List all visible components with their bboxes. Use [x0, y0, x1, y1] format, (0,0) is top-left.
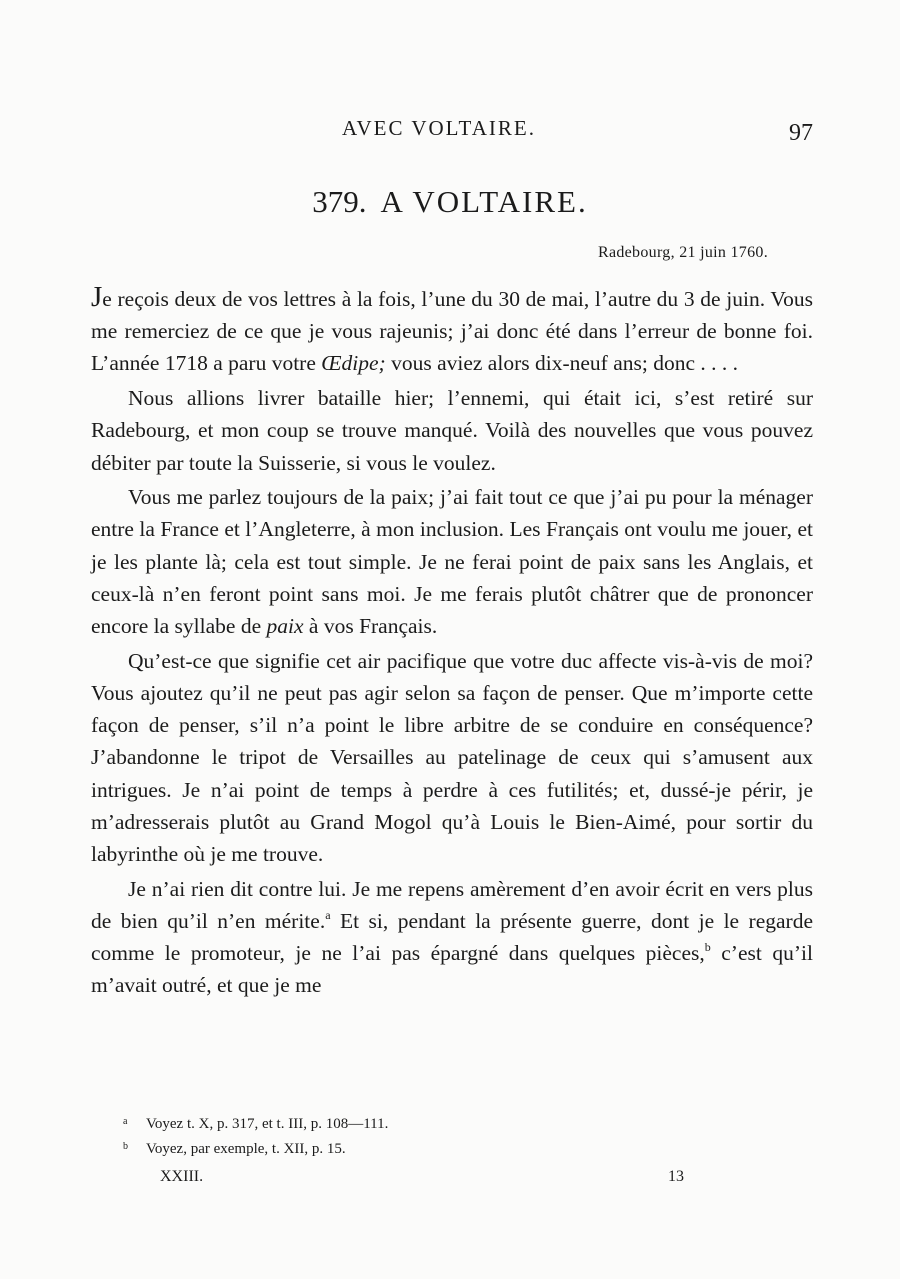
paragraph-1 — [91, 283, 813, 380]
italic-word: paix — [266, 614, 304, 639]
drop-cap: J — [91, 281, 103, 313]
paragraph-3-text: Vous me parlez toujours de la paix; j’ai fait tout ce que j’ai pu pour la ménager entre la France et l’Angleterre, à mon inclusion. Les Français ont voulu me jouer, et je les plante là; cela est tout simple. Je ne ferai point de paix sans les Anglais, et ceux-là n’en feront point sans moi. Je me ferais plutôt châtrer que de prononcer encore la syllabe de — [91, 485, 813, 639]
letter-number: 379. — [312, 184, 367, 219]
letter-body — [91, 283, 813, 1004]
letter-heading — [0, 184, 900, 220]
letter-title: A VOLTAIRE. — [380, 184, 588, 219]
running-head — [0, 116, 900, 146]
footnote-a — [123, 1112, 813, 1137]
italic-title: Œdipe; — [321, 351, 386, 376]
paragraph-1-text: e reçois deux de vos lettres à la fois, l’une du 30 de mai, l’autre du 3 de juin. Vous me remerciez de ce que je vous rajeunis; j’ai donc été dans l’erreur de bonne foi. L’année 1718 a paru votre — [91, 287, 813, 376]
paragraph-5-a: Je n’ai rien dit contre lui. Je me repens amèrement d’en avoir écrit en vers plus de bien qu’il n’en mérite. — [91, 876, 813, 933]
sheet-signature: 13 — [668, 1168, 684, 1185]
dateline: Radebourg, 21 juin 1760. — [597, 244, 768, 261]
volume-mark: XXIII. — [160, 1168, 204, 1185]
footnote-ref-a[interactable]: a — [325, 907, 331, 922]
paragraph-3 — [91, 481, 813, 642]
footnote-mark: a — [123, 1116, 128, 1127]
paragraph-5-b: Et si, pendant la présente guerre, dont je le regarde comme le promoteur, je ne l’ai pas épargné dans quelques pièces, — [91, 908, 813, 966]
footnote-b — [123, 1137, 813, 1162]
paragraph-1-end: vous aviez alors dix-neuf ans; donc . . . . — [385, 351, 738, 376]
signature-line — [0, 1168, 900, 1192]
paragraph-5-c: c’est qu’il m’avait outré, et que je me — [91, 941, 813, 998]
paragraph-2: Nous allions livrer bataille hier; l’ennemi, qui était ici, s’est retiré sur Radebourg, et mon coup se trouve manqué. Voilà des nouvelles que vous pouvez débiter par toute la Suisserie, si vous le voulez. — [91, 386, 813, 475]
footnote-text: Voyez, par exemple, t. XII, p. 15. — [146, 1141, 346, 1157]
paragraph-5 — [91, 873, 813, 1002]
footnote-text: Voyez t. X, p. 317, et t. III, p. 108—111. — [146, 1116, 389, 1132]
running-title: AVEC VOLTAIRE. — [342, 116, 536, 140]
footnote-ref-b[interactable]: b — [704, 940, 711, 955]
footnote-mark: b — [123, 1141, 128, 1152]
page-number: 97 — [789, 120, 813, 146]
paragraph-3-end: à vos Français. — [303, 614, 438, 639]
paragraph-4: Qu’est-ce que signifie cet air pacifique que votre duc affecte vis-à-vis de moi? Vous ajoutez qu’il ne peut pas agir selon sa façon de penser. Que m’importe cette façon de penser, s’il n’a point le libre arbitre de se conduire en conséquence? J’abandonne le tripot de Versailles au patelinage de ceux qui s’amusent aux intrigues. Je n’ai point de temps à perdre à ces futilités; et, dussé-je périr, je m’adresserais plutôt au Grand Mogol qu’à Louis le Bien-Aimé, pour sortir du labyrinthe où je me trouve. — [91, 648, 813, 866]
footnotes — [123, 1112, 813, 1162]
